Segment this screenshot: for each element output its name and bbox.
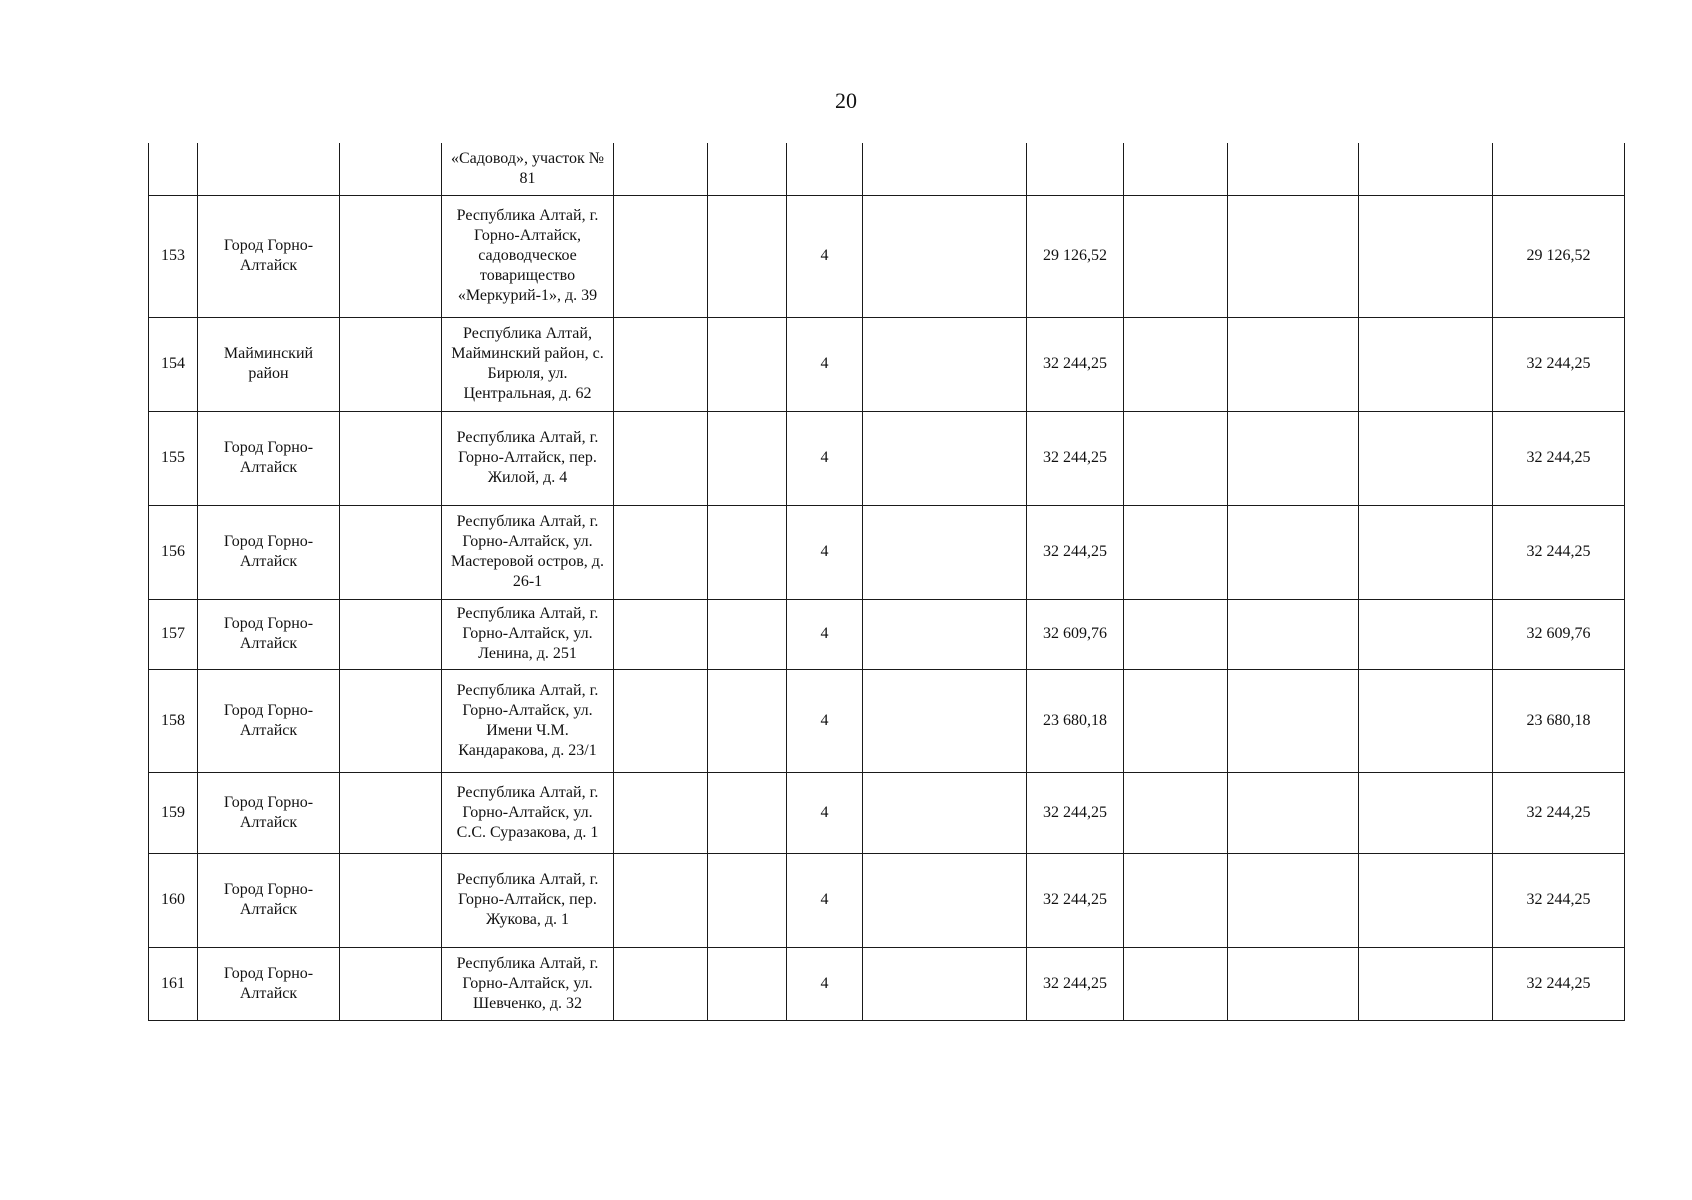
amount-cell: 32 244,25 xyxy=(1027,411,1124,505)
table-body xyxy=(149,143,1625,1020)
empty-cell xyxy=(708,772,787,853)
registry-table xyxy=(148,143,1625,1021)
total-cell: 32 244,25 xyxy=(1493,505,1625,599)
amount-cell: 32 609,76 xyxy=(1027,599,1124,669)
empty-cell xyxy=(1359,505,1493,599)
empty-cell xyxy=(614,669,708,772)
empty-cell xyxy=(1228,505,1359,599)
address-cell: Республика Алтай, г. Горно-Алтайск, ул. Имени Ч.М. Кандаракова, д. 23/1 xyxy=(442,669,614,772)
district-cell: Город Горно-Алтайск xyxy=(198,599,340,669)
empty-cell xyxy=(1228,853,1359,947)
empty-cell xyxy=(1228,143,1359,195)
empty-cell xyxy=(340,505,442,599)
empty-cell xyxy=(614,195,708,317)
address-cell: Республика Алтай, г. Горно-Алтайск, ул. Ленина, д. 251 xyxy=(442,599,614,669)
row-number-cell: 158 xyxy=(149,669,198,772)
empty-cell xyxy=(1228,947,1359,1020)
empty-cell xyxy=(614,853,708,947)
empty-cell xyxy=(340,143,442,195)
empty-cell xyxy=(1228,411,1359,505)
empty-cell xyxy=(340,599,442,669)
empty-cell xyxy=(708,143,787,195)
table-row xyxy=(149,947,1625,1020)
quantity-cell: 4 xyxy=(787,853,863,947)
address-cell: Республика Алтай, Майминский район, с. Бирюля, ул. Центральная, д. 62 xyxy=(442,317,614,411)
quantity-cell xyxy=(787,143,863,195)
district-cell: Город Горно-Алтайск xyxy=(198,772,340,853)
address-cell: Республика Алтай, г. Горно-Алтайск, ул. Шевченко, д. 32 xyxy=(442,947,614,1020)
empty-cell xyxy=(1228,599,1359,669)
empty-cell xyxy=(1124,853,1228,947)
address-cell: «Садовод», участок № 81 xyxy=(442,143,614,195)
quantity-cell: 4 xyxy=(787,411,863,505)
district-cell: Город Горно-Алтайск xyxy=(198,947,340,1020)
total-cell: 32 244,25 xyxy=(1493,853,1625,947)
table-row xyxy=(149,317,1625,411)
empty-cell xyxy=(863,411,1027,505)
row-number-cell: 160 xyxy=(149,853,198,947)
table-row xyxy=(149,669,1625,772)
amount-cell: 32 244,25 xyxy=(1027,947,1124,1020)
empty-cell xyxy=(614,772,708,853)
empty-cell xyxy=(614,505,708,599)
row-number-cell: 157 xyxy=(149,599,198,669)
empty-cell xyxy=(1359,599,1493,669)
empty-cell xyxy=(863,317,1027,411)
row-number-cell xyxy=(149,143,198,195)
quantity-cell: 4 xyxy=(787,947,863,1020)
row-number-cell: 156 xyxy=(149,505,198,599)
amount-cell: 32 244,25 xyxy=(1027,505,1124,599)
amount-cell: 32 244,25 xyxy=(1027,772,1124,853)
district-cell: Город Горно-Алтайск xyxy=(198,853,340,947)
quantity-cell: 4 xyxy=(787,669,863,772)
row-number-cell: 155 xyxy=(149,411,198,505)
empty-cell xyxy=(1124,505,1228,599)
address-cell: Республика Алтай, г. Горно-Алтайск, пер. Жукова, д. 1 xyxy=(442,853,614,947)
address-cell: Республика Алтай, г. Горно-Алтайск, ул. С.С. Суразакова, д. 1 xyxy=(442,772,614,853)
total-cell: 29 126,52 xyxy=(1493,195,1625,317)
amount-cell: 23 680,18 xyxy=(1027,669,1124,772)
empty-cell xyxy=(1228,669,1359,772)
table-row xyxy=(149,772,1625,853)
empty-cell xyxy=(863,947,1027,1020)
total-cell: 32 609,76 xyxy=(1493,599,1625,669)
empty-cell xyxy=(340,411,442,505)
empty-cell xyxy=(340,317,442,411)
empty-cell xyxy=(614,599,708,669)
quantity-cell: 4 xyxy=(787,505,863,599)
empty-cell xyxy=(340,772,442,853)
district-cell: Город Горно-Алтайск xyxy=(198,669,340,772)
empty-cell xyxy=(863,599,1027,669)
empty-cell xyxy=(1124,195,1228,317)
amount-cell: 29 126,52 xyxy=(1027,195,1124,317)
empty-cell xyxy=(708,195,787,317)
quantity-cell: 4 xyxy=(787,317,863,411)
empty-cell xyxy=(863,853,1027,947)
empty-cell xyxy=(708,317,787,411)
empty-cell xyxy=(340,853,442,947)
empty-cell xyxy=(614,143,708,195)
empty-cell xyxy=(1228,772,1359,853)
district-cell: Майминский район xyxy=(198,317,340,411)
empty-cell xyxy=(1124,772,1228,853)
empty-cell xyxy=(1228,195,1359,317)
empty-cell xyxy=(1359,317,1493,411)
total-cell: 32 244,25 xyxy=(1493,772,1625,853)
district-cell: Город Горно-Алтайск xyxy=(198,411,340,505)
table-row xyxy=(149,505,1625,599)
empty-cell xyxy=(708,505,787,599)
empty-cell xyxy=(1359,669,1493,772)
table-row xyxy=(149,411,1625,505)
total-cell: 32 244,25 xyxy=(1493,411,1625,505)
empty-cell xyxy=(1359,143,1493,195)
amount-cell: 32 244,25 xyxy=(1027,853,1124,947)
address-cell: Республика Алтай, г. Горно-Алтайск, пер. Жилой, д. 4 xyxy=(442,411,614,505)
empty-cell xyxy=(340,669,442,772)
empty-cell xyxy=(1359,195,1493,317)
row-number-cell: 154 xyxy=(149,317,198,411)
address-cell: Республика Алтай, г. Горно-Алтайск, садоводческое товарищество «Меркурий-1», д. 39 xyxy=(442,195,614,317)
empty-cell xyxy=(708,853,787,947)
total-cell: 32 244,25 xyxy=(1493,947,1625,1020)
empty-cell xyxy=(863,505,1027,599)
empty-cell xyxy=(1228,317,1359,411)
empty-cell xyxy=(614,947,708,1020)
table-row xyxy=(149,853,1625,947)
empty-cell xyxy=(1124,411,1228,505)
empty-cell xyxy=(708,669,787,772)
table-row xyxy=(149,143,1625,195)
empty-cell xyxy=(1359,411,1493,505)
quantity-cell: 4 xyxy=(787,772,863,853)
table-row xyxy=(149,195,1625,317)
total-cell: 32 244,25 xyxy=(1493,317,1625,411)
quantity-cell: 4 xyxy=(787,599,863,669)
empty-cell xyxy=(863,669,1027,772)
amount-cell: 32 244,25 xyxy=(1027,317,1124,411)
empty-cell xyxy=(614,317,708,411)
empty-cell xyxy=(1124,599,1228,669)
empty-cell xyxy=(1359,947,1493,1020)
empty-cell xyxy=(708,411,787,505)
empty-cell xyxy=(863,195,1027,317)
empty-cell xyxy=(1359,772,1493,853)
empty-cell xyxy=(708,947,787,1020)
empty-cell xyxy=(708,599,787,669)
row-number-cell: 161 xyxy=(149,947,198,1020)
amount-cell xyxy=(1027,143,1124,195)
empty-cell xyxy=(1359,853,1493,947)
empty-cell xyxy=(340,947,442,1020)
empty-cell xyxy=(1124,669,1228,772)
row-number-cell: 159 xyxy=(149,772,198,853)
address-cell: Республика Алтай, г. Горно-Алтайск, ул. Мастеровой остров, д. 26-1 xyxy=(442,505,614,599)
total-cell: 23 680,18 xyxy=(1493,669,1625,772)
page-number: 20 xyxy=(835,88,857,113)
district-cell: Город Горно-Алтайск xyxy=(198,195,340,317)
total-cell xyxy=(1493,143,1625,195)
district-cell: Город Горно-Алтайск xyxy=(198,505,340,599)
quantity-cell: 4 xyxy=(787,195,863,317)
empty-cell xyxy=(614,411,708,505)
empty-cell xyxy=(1124,317,1228,411)
empty-cell xyxy=(1124,143,1228,195)
row-number-cell: 153 xyxy=(149,195,198,317)
empty-cell xyxy=(340,195,442,317)
district-cell xyxy=(198,143,340,195)
empty-cell xyxy=(863,143,1027,195)
empty-cell xyxy=(863,772,1027,853)
table-row xyxy=(149,599,1625,669)
empty-cell xyxy=(1124,947,1228,1020)
